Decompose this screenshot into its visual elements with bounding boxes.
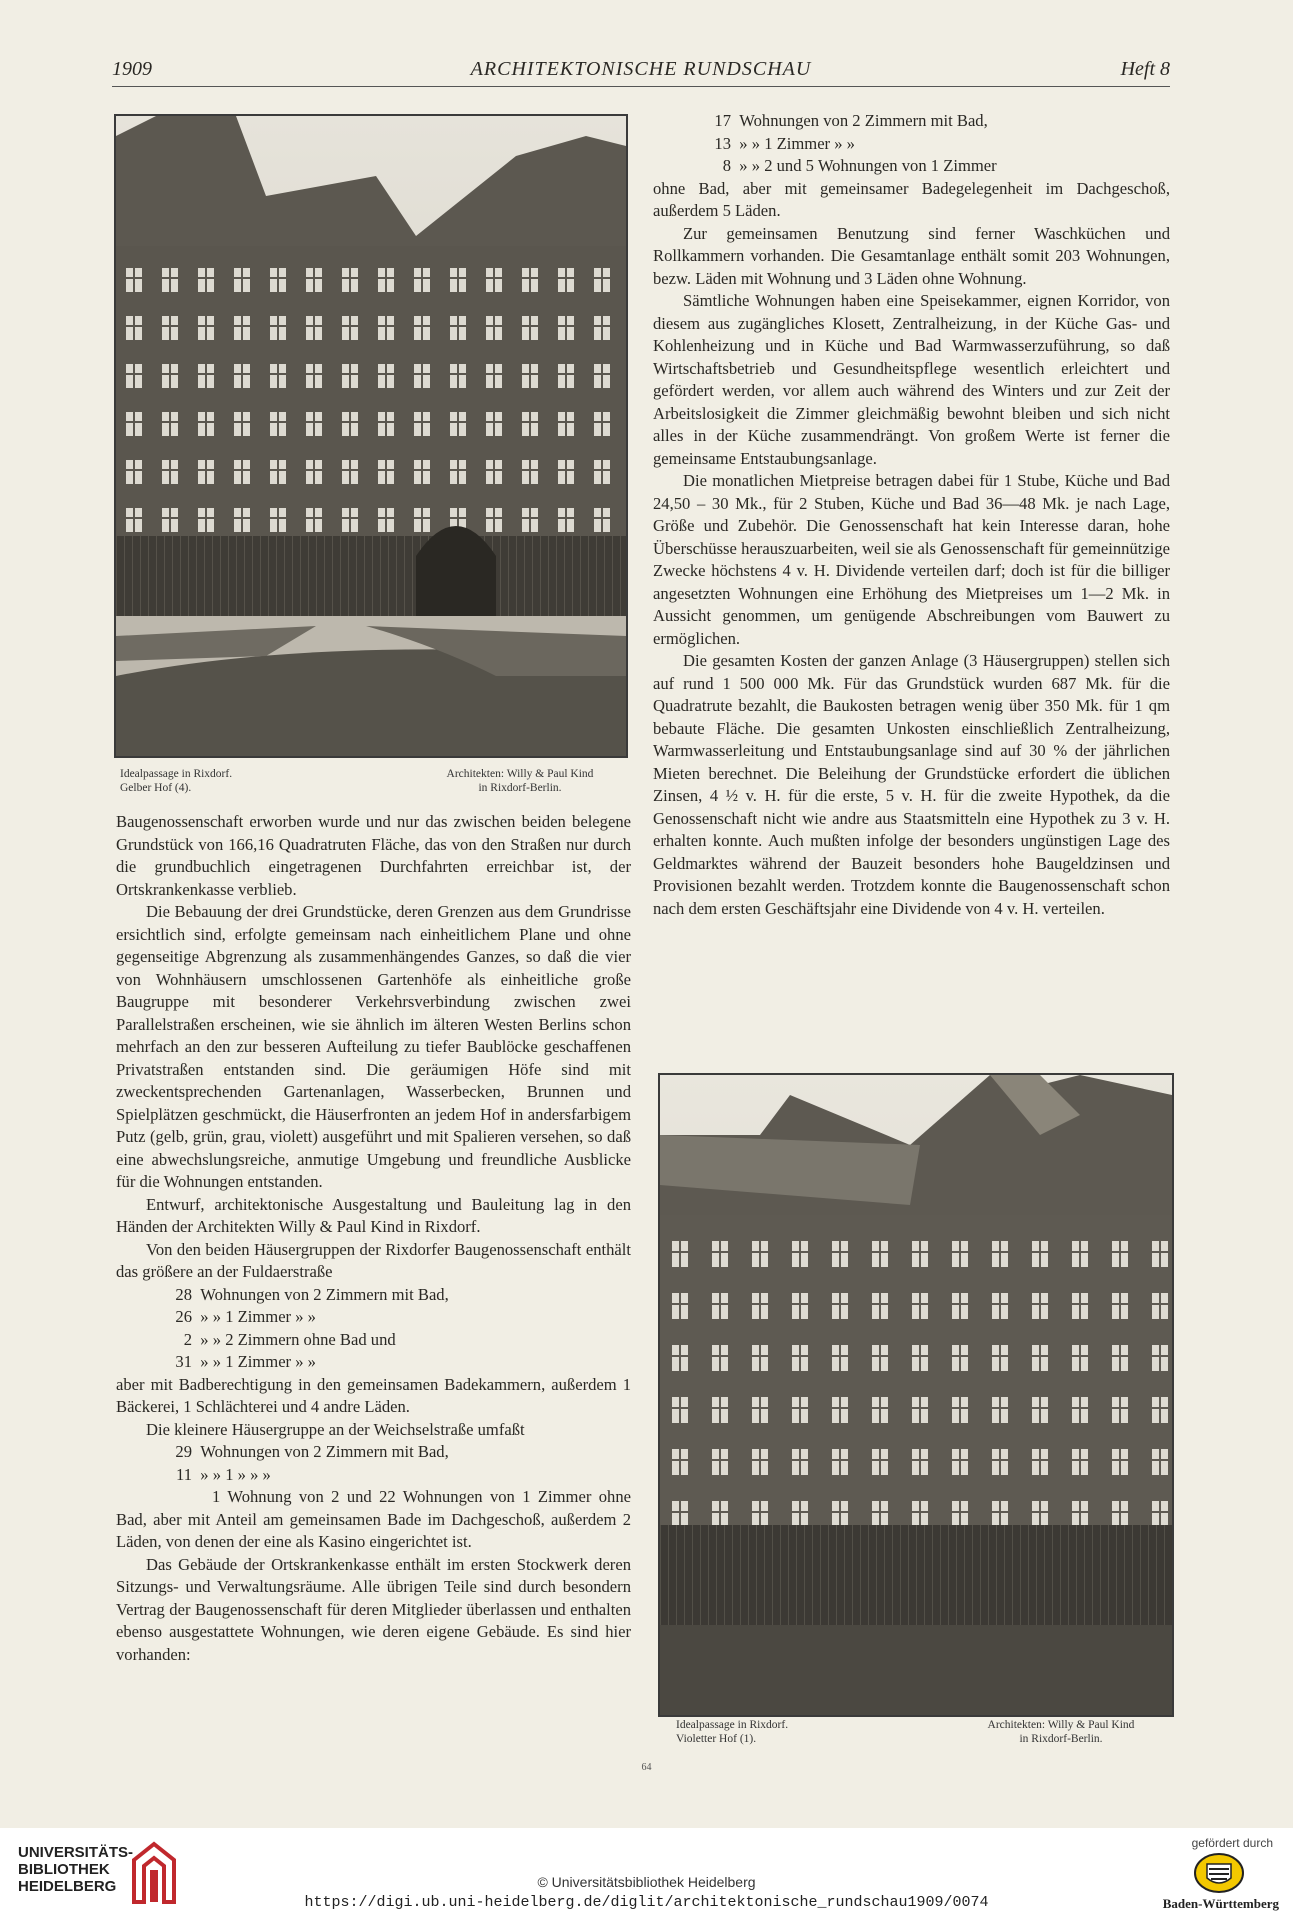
header-journal-title: ARCHITEKTONISCHE RUNDSCHAU [470,58,812,80]
list-item: 17 Wohnungen von 2 Zimmern mit Bad, [714,111,988,130]
right-paragraph-5: Die gesamten Kosten der ganzen Anlage (3 Häusergruppen) stellen sich auf rund 1 500 000 Mk. Für das Grundstück wurden 687 Mk. für die Quadratrute bezahlt, die Baukosten betragen wenig über 350 Mk. für 1 qm bebaute Fläche. Die gesamten Unkosten einschließlich Zentralheizung, Warmwasserleitung und Entstaubungsanlage sind auf 30 % der jährlichen Mieten berechnet. Die Beleihung der Grundstücke erfordert die üblichen Zinsen, 4 ½ v. H. für die erste, 5 v. H. für die zweite Hypothek, da die Genossenschaft nicht wie andre aus Staatsmitteln eine Hypothek zu 3 v. H. erhalten konnte. Auch mußten infolge der besonders ungünstigen Lage des Geldmarktes während der Bauzeit besonders hohe Baugeldzinsen und Provisionen bezahlt werden. Trotzdem konnte die Baugenossenschaft schon nach dem ersten Geschäftsjahr eine Dividende von 4 v. H. verteilen. [653,651,1170,918]
right-paragraph-3: Sämtliche Wohnungen haben eine Speisekammer, eignen Korridor, von diesem aus zugängliches Klosett, Zentralheizung, in der Küche Gas- und Kohlenheizung und in Küche und Bad Warmwasserzuführung, so daß Wirtschaftsbetrieb und Gesundheitspflege wesentlich erleichtert und gefördert werden, vor allem auch während des Winters und zur Zeit der Arbeitslosigkeit die Zimmer gleichmäßig bewohnt bleiben und sich nicht alles in der Küche zusammendrängt. Von großem Werte ist ferner die gemeinsame Entstaubungsanlage. [653,291,1170,468]
list-item: 2 » » 2 Zimmern ohne Bad und [183,1329,396,1349]
caption-top-location: in Rixdorf-Berlin. [478,782,562,794]
right-column-text [653,110,1170,920]
caption-bottom-place: Idealpassage in Rixdorf. [676,1719,789,1731]
caption-top-architects: Architekten: Willy & Paul Kind [446,768,594,780]
caption-bottom-court: Violetter Hof (1). [676,1733,757,1745]
left-paragraph-5: aber mit Badberechtigung in den gemeinsamen Badekammern, außerdem 1 Bäckerei, 1 Schlächterei und 4 andre Läden. [116,1374,631,1416]
list-item: 13 » » 1 Zimmer » » [714,133,855,153]
running-header [112,58,1170,84]
caption-bottom-architects: Architekten: Willy & Paul Kind [987,1719,1135,1731]
left-paragraph-3: Entwurf, architektonische Ausgestaltung und Bauleitung lag in den Händen der Architekten Willy & Paul Kind in Rixdorf. [116,1194,631,1236]
left-column-text [116,811,631,1666]
list-item: 8 » » 2 und 5 Wohnungen von 1 Zimmer [722,156,997,175]
right-paragraph-1: ohne Bad, aber mit gemeinsamer Badegelegenheit im Dachgeschoß, außerdem 5 Läden. [653,178,1170,220]
sponsor-name: Baden-Württemberg [1162,1896,1279,1911]
library-logo-text: UNIVERSITÄTS- BIBLIOTHEK HEIDELBERG [18,1844,134,1895]
header-year: 1909 [112,58,152,80]
coat-of-arms-icon [1193,1852,1245,1894]
caption-top-court: Gelber Hof (4). [120,782,192,794]
caption-bottom-location: in Rixdorf-Berlin. [1019,1733,1103,1745]
header-issue: Heft 8 [1120,58,1170,80]
caption-bottom [676,1718,1166,1748]
caption-top-place: Idealpassage in Rixdorf. [120,768,233,780]
list-item: 28 Wohnungen von 2 Zimmern mit Bad, [175,1284,449,1304]
page-number: 64 [641,1762,652,1773]
left-paragraph-4: Von den beiden Häusergruppen der Rixdorfer Baugenossenschaft enthält das größere an der Fuldaerstraße [116,1239,631,1281]
left-paragraph-6: Die kleinere Häusergruppe an der Weichselstraße umfaßt [146,1419,525,1439]
right-paragraph-4: Die monatlichen Mietpreise betragen dabei für 1 Stube, Küche und Bad 24,50 – 30 Mk., für 2 Stuben, Küche und Bad 36—48 Mk. je nach Lage, Größe und Zubehör. Die Genossenschaft hat kein Interesse daran, hohe Überschüsse herauszuarbeiten, weil sie als Genossenschaft für gemeinnützige Zwecke höchstens 4 v. H. Dividende verteilen darf; doch ist für die billiger angesetzten Wohnungen eine Erhöhung des Mietpreises um 1—2 Mk. in Aussicht genommen, um genügende Abschreibungen vom Bauwert zu ermöglichen. [653,471,1170,648]
list-item: 11 » » 1 » » » [176,1464,271,1484]
caption-top [120,767,620,797]
sponsor-label: gefördert durch [1191,1836,1273,1850]
list-item: 26 » » 1 Zimmer » » [175,1307,316,1326]
list-item: 31 » » 1 Zimmer » » [175,1352,316,1371]
left-paragraph-1: Baugenossenschaft erworben wurde und nur das zwischen beiden belegene Grundstück von 166,16 Quadratruten Fläche, das von den Straßen nur durch die grundbuchlich eingetragenen Durchfahrten erreichbar ist, der Ortskrankenkasse verblieb. [116,812,631,899]
photo-courtyard-violet [658,1073,1174,1717]
right-paragraph-2: Zur gemeinsamen Benutzung sind ferner Waschküchen und Rollkammern vorhanden. Die Gesamtanlage enthält somit 203 Wohnungen, bezw. Läden mit Wohnung und 3 Läden ohne Wohnung. [653,223,1170,288]
permalink-url[interactable]: https://digi.ub.uni-heidelberg.de/diglit/architektonische_rundschau1909/0074 [304,1894,989,1911]
copyright-notice: © Universitätsbibliothek Heidelberg [537,1874,756,1890]
left-paragraph-2: Die Bebauung der drei Grundstücke, deren Grenzen aus dem Grundrisse ersichtlich sind, erfolgte gemeinsam nach einheitlichem Plane und ohne gegenseitige Abgrenzung als zusammenhängendes Ganzes, so daß die vier von Wohnhäusern umschlossenen Gartenhöfe als einheitliche große Baugruppe mit besonderer Verkehrsverbindung zwischen zwei Parallelstraßen erscheinen, wie sie ähnlich im älteren Westen Berlins schon mehrfach an den zur besseren Aufteilung zu tiefer Baublöcke geschaffenen Privatstraßen entstanden sind. Die geräumigen Höfe sind mit zweckentsprechenden Gartenanlagen, Wasserbecken, Brunnen und Spielplätzen geschmückt, die Häuserfronten an jedem Hof in andersfarbigem Putz (gelb, grün, grau, violett) ausgeführt und mit Spalieren versehen, so daß eine abwechslungsreiche, anmutige Umgebung und freundliche Ausblicke für die Wohnungen entstanden. [116,902,631,1191]
photo-courtyard-yellow [114,114,628,758]
left-paragraph-8: Das Gebäude der Ortskrankenkasse enthält im ersten Stockwerk deren Sitzungs- und Verwaltungsräume. Alle übrigen Teile sind durch besondern Vertrag der Baugenossenschaft für deren Mitglieder überlassen und enthalten ebenso ausgestattete Wohnungen, wie deren eigene Gebäude. Es sind hier vorhanden: [116,1554,631,1664]
header-rule [112,86,1170,87]
list-item: 29 Wohnungen von 2 Zimmern mit Bad, [175,1442,449,1461]
left-paragraph-7: 1 Wohnung von 2 und 22 Wohnungen von 1 Zimmer ohne Bad, aber mit Anteil am gemeinsamen Bade im Dachgeschoß, außerdem 2 Läden, von denen der eine als Kasino eingerichtet ist. [116,1487,631,1551]
digitization-footer [0,1828,1293,1918]
